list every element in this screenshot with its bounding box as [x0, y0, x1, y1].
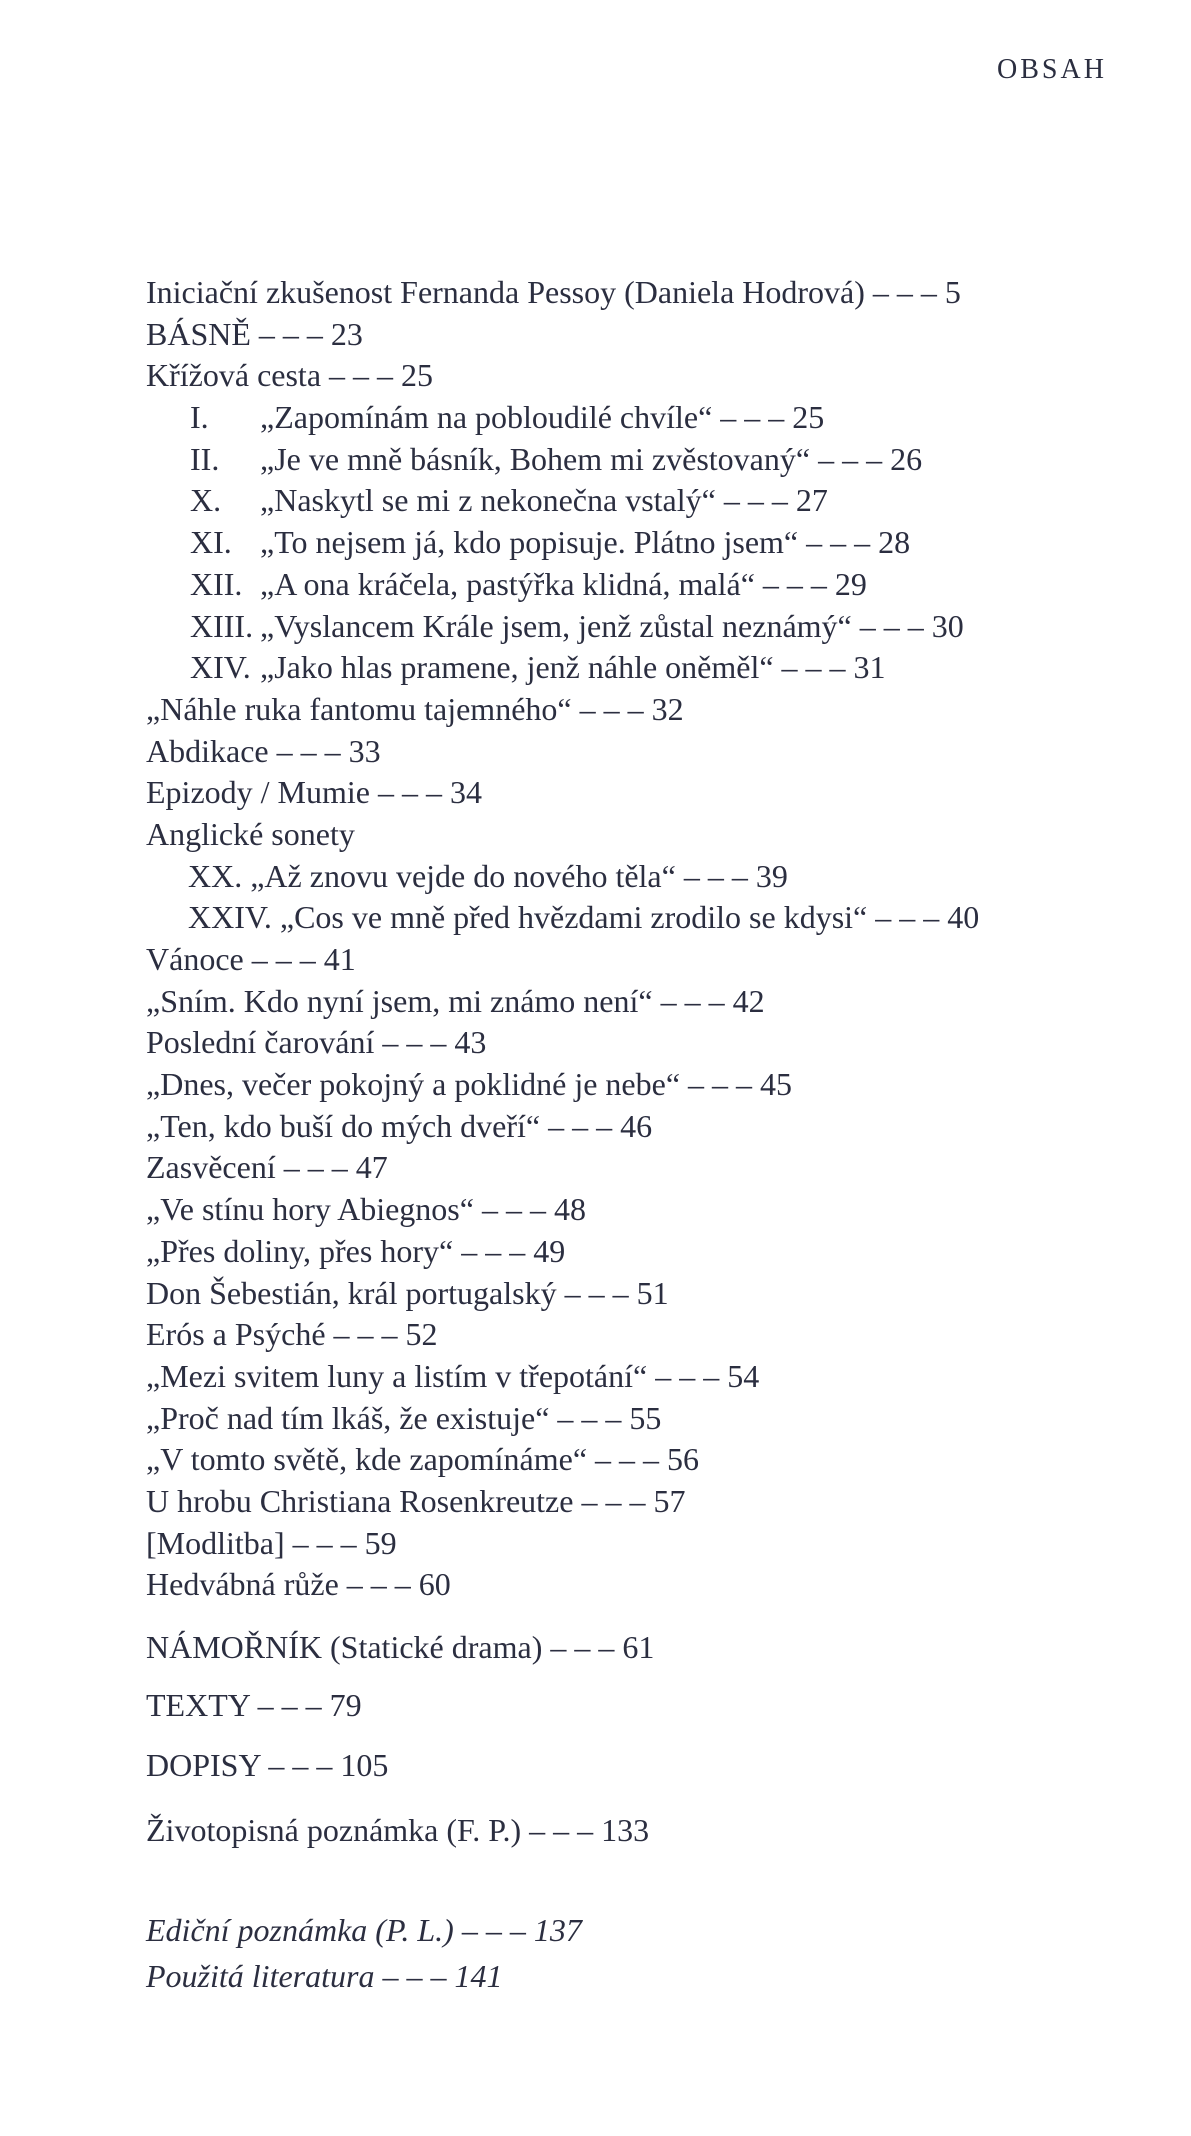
toc-entry[interactable] — [146, 1523, 979, 1565]
toc-entry-title: „Mezi svitem luny a listím v třepotání“ — [146, 1357, 648, 1394]
toc-entry-anglicke-sonety[interactable] — [146, 814, 979, 856]
toc-subentry[interactable] — [146, 480, 979, 522]
toc-entry-page: 79 — [329, 1687, 362, 1723]
toc-entry-page: 32 — [651, 690, 684, 727]
toc-leader: – – – — [762, 565, 827, 602]
toc-entry-intro[interactable] — [146, 272, 979, 314]
toc-leader: – – – — [720, 399, 785, 436]
toc-leader: – – – — [251, 941, 316, 977]
toc-entry-title: BÁSNĚ — [146, 315, 251, 352]
toc-leader: – – – — [276, 732, 341, 769]
toc-entry-page: 5 — [944, 274, 961, 310]
toc-leader: – – – — [579, 690, 644, 727]
toc-entry-title: Křížová cesta — [146, 357, 322, 394]
toc-leader: – – – — [548, 1107, 613, 1144]
toc-entry-title: Erós a Psýché — [146, 1316, 326, 1353]
toc-entry[interactable] — [146, 1481, 979, 1523]
toc-leader: – – – — [875, 899, 940, 936]
toc-subentry[interactable] — [146, 856, 979, 898]
table-of-contents — [146, 272, 979, 1606]
toc-entry-title: „Cos ve mně před hvězdami zrodilo se kdysi“ — [279, 899, 868, 936]
toc-entry-page: 41 — [323, 941, 356, 977]
toc-leader: – – – — [258, 315, 323, 352]
toc-entry-title: „Dnes, večer pokojný a poklidné je nebe“ — [146, 1066, 681, 1103]
toc-leader: – – – — [806, 524, 871, 561]
toc-entry-title: „Sním. Kdo nyní jsem, mi známo není“ — [146, 982, 653, 1019]
toc-entry-page: 30 — [931, 607, 964, 644]
toc-entry-page: 28 — [878, 524, 911, 561]
toc-entry-title: „Ten, kdo buší do mých dveří“ — [146, 1107, 541, 1144]
toc-entry-title: „To nejsem já, kdo popisuje. Plátno jsem“ — [260, 524, 799, 561]
toc-entry-page: 61 — [622, 1629, 655, 1665]
toc-leader: – – – — [564, 1274, 629, 1311]
toc-leader: – – – — [859, 607, 924, 644]
toc-leader: – – – — [382, 1024, 447, 1061]
toc-entry-texty[interactable] — [146, 1685, 362, 1727]
toc-entry-page: 54 — [727, 1357, 760, 1394]
toc-leader: – – – — [382, 1958, 447, 1994]
toc-subentry-number: XIV. — [190, 649, 251, 686]
toc-entry-page: 55 — [629, 1399, 662, 1436]
toc-entry-page: 47 — [355, 1149, 388, 1186]
toc-entry-page: 57 — [653, 1482, 686, 1519]
toc-entry[interactable] — [146, 1022, 979, 1064]
toc-leader: – – – — [655, 1357, 720, 1394]
toc-leader: – – – — [723, 482, 788, 519]
toc-leader: – – – — [481, 1191, 546, 1228]
toc-entry-page: 40 — [947, 899, 980, 936]
toc-subentry[interactable] — [146, 564, 979, 606]
toc-subentry[interactable] — [146, 439, 979, 481]
toc-entry-title: Ediční poznámka (P. L.) — [146, 1912, 454, 1948]
toc-leader: – – – — [872, 274, 937, 310]
toc-entry-dopisy[interactable] — [146, 1745, 388, 1787]
toc-entry[interactable] — [146, 689, 979, 731]
toc-entry-title: „Proč nad tím lkáš, že existuje“ — [146, 1399, 550, 1436]
toc-entry-title: „Přes doliny, přes hory“ — [146, 1232, 454, 1269]
toc-entry-page: 27 — [795, 482, 828, 519]
toc-entry-title: „Je ve mně básník, Bohem mi zvěstovaný“ — [260, 440, 811, 477]
toc-entry-title: Životopisná poznámka (F. P.) — [146, 1812, 522, 1848]
toc-subentry-number: I. — [190, 399, 209, 436]
toc-subentry[interactable] — [146, 397, 979, 439]
toc-entry-title: TEXTY — [146, 1687, 250, 1723]
toc-subentry-number: XI. — [190, 524, 232, 561]
toc-entry-zivotopisna-poznamka[interactable] — [146, 1810, 649, 1852]
toc-entry-page: 39 — [755, 857, 788, 894]
toc-entry-title: NÁMOŘNÍK (Statické drama) — [146, 1629, 543, 1665]
toc-entry-page: 56 — [667, 1441, 700, 1478]
toc-leader: – – – — [292, 1524, 357, 1561]
toc-entry-title: „Jako hlas pramene, jenž náhle oněměl“ — [260, 649, 774, 686]
toc-entry-page: 46 — [620, 1107, 653, 1144]
toc-entry-title: „V tomto světě, kde zapomínáme“ — [146, 1441, 588, 1478]
toc-entry-page: 23 — [330, 315, 363, 352]
toc-leader: – – – — [333, 1316, 398, 1353]
toc-entry-page: 60 — [418, 1566, 451, 1603]
toc-entry-page: 33 — [348, 732, 381, 769]
toc-leader: – – – — [346, 1566, 411, 1603]
toc-entry-title: „Ve stínu hory Abiegnos“ — [146, 1191, 474, 1228]
toc-entry[interactable] — [146, 731, 979, 773]
toc-leader: – – – — [283, 1149, 348, 1186]
toc-subentry-number: XX. — [188, 857, 243, 894]
toc-entry-page: 105 — [340, 1747, 389, 1783]
toc-entry-title: Zasvěcení — [146, 1149, 276, 1186]
toc-leader: – – – — [461, 1232, 526, 1269]
toc-subentry-number: II. — [190, 440, 220, 477]
toc-entry-page: 43 — [454, 1024, 487, 1061]
toc-entry[interactable] — [146, 939, 979, 981]
toc-entry[interactable] — [146, 1189, 979, 1231]
toc-entry-title: U hrobu Christiana Rosenkreutze — [146, 1482, 574, 1519]
toc-entry-title: Anglické sonety — [146, 815, 355, 852]
toc-leader: – – – — [529, 1812, 594, 1848]
toc-leader: – – – — [550, 1629, 615, 1665]
toc-entry[interactable] — [146, 981, 979, 1023]
toc-entry-title: Vánoce — [146, 941, 244, 977]
toc-entry-page: 137 — [533, 1912, 582, 1948]
toc-entry[interactable] — [146, 1106, 979, 1148]
toc-subentry[interactable] — [146, 606, 979, 648]
toc-leader: – – – — [581, 1482, 646, 1519]
toc-subentry-number: XXIV. — [188, 899, 272, 936]
toc-leader: – – – — [683, 857, 748, 894]
toc-entry-title: Abdikace — [146, 732, 269, 769]
toc-entry-page: 42 — [732, 982, 765, 1019]
toc-entry[interactable] — [146, 1356, 979, 1398]
toc-entry-title: „Náhle ruka fantomu tajemného“ — [146, 690, 572, 727]
toc-entry-title: Iniciační zkušenost Fernanda Pessoy (Daniela Hodrová) — [146, 274, 865, 310]
toc-entry-page: 25 — [792, 399, 825, 436]
toc-entry-page: 29 — [834, 565, 867, 602]
toc-entry-namornik[interactable] — [146, 1627, 654, 1669]
toc-entry[interactable] — [146, 1439, 979, 1481]
toc-entry-page: 141 — [454, 1958, 503, 1994]
toc-entry-title: DOPISY — [146, 1747, 261, 1783]
toc-entry[interactable] — [146, 772, 979, 814]
toc-entry-title: „Zapomínám na pobloudilé chvíle“ — [260, 399, 713, 436]
toc-entry-title: „Až znovu vejde do nového těla“ — [250, 857, 676, 894]
toc-leader: – – – — [595, 1441, 660, 1478]
toc-leader: – – – — [660, 982, 725, 1019]
toc-entry-pouzita-literatura[interactable] — [146, 1956, 502, 1998]
toc-entry-page: 31 — [853, 649, 886, 686]
toc-entry[interactable] — [146, 1314, 979, 1356]
toc-entry-edicni-poznamka[interactable] — [146, 1910, 582, 1952]
toc-subentry[interactable] — [146, 522, 979, 564]
toc-entry-title: Hedvábná růže — [146, 1566, 339, 1603]
toc-entry-page: 25 — [401, 357, 434, 394]
page-title: OBSAH — [997, 54, 1107, 85]
toc-leader: – – – — [329, 357, 394, 394]
toc-leader: – – – — [688, 1066, 753, 1103]
toc-entry[interactable] — [146, 1231, 979, 1273]
toc-entry-basne[interactable] — [146, 314, 979, 356]
toc-entry-title: Poslední čarování — [146, 1024, 375, 1061]
toc-subentry[interactable] — [146, 647, 979, 689]
toc-entry-page: 26 — [890, 440, 923, 477]
toc-entry[interactable] — [146, 1564, 979, 1606]
toc-entry-page: 45 — [760, 1066, 793, 1103]
toc-entry-page: 51 — [636, 1274, 669, 1311]
toc-entry-page: 48 — [553, 1191, 586, 1228]
toc-leader: – – – — [377, 774, 442, 811]
toc-entry-title: Epizody / Mumie — [146, 774, 370, 811]
toc-subentry-number: XII. — [190, 565, 243, 602]
toc-entry-title: [Modlitba] — [146, 1524, 285, 1561]
toc-subentry-number: XIII. — [190, 607, 254, 644]
toc-entry[interactable] — [146, 1398, 979, 1440]
toc-leader: – – – — [818, 440, 883, 477]
toc-entry-title: „A ona kráčela, pastýřka klidná, malá“ — [260, 565, 755, 602]
toc-entry[interactable] — [146, 1064, 979, 1106]
toc-leader: – – – — [781, 649, 846, 686]
toc-entry[interactable] — [146, 1147, 979, 1189]
toc-entry-page: 49 — [533, 1232, 566, 1269]
toc-leader: – – – — [268, 1747, 333, 1783]
toc-subentry[interactable] — [146, 897, 979, 939]
toc-entry-krizova-cesta[interactable] — [146, 355, 979, 397]
toc-entry[interactable] — [146, 1273, 979, 1315]
toc-leader: – – – — [557, 1399, 622, 1436]
toc-entry-page: 34 — [449, 774, 482, 811]
toc-leader: – – – — [461, 1912, 526, 1948]
toc-entry-page: 59 — [364, 1524, 397, 1561]
toc-leader: – – – — [257, 1687, 322, 1723]
toc-entry-page: 133 — [601, 1812, 650, 1848]
toc-entry-title: Použitá literatura — [146, 1958, 375, 1994]
toc-subentry-number: X. — [190, 482, 222, 519]
toc-entry-title: „Naskytl se mi z nekonečna vstalý“ — [260, 482, 716, 519]
toc-entry-page: 52 — [405, 1316, 438, 1353]
toc-entry-title: Don Šebestián, král portugalský — [146, 1274, 557, 1311]
toc-entry-title: „Vyslancem Krále jsem, jenž zůstal neznámý“ — [260, 607, 852, 644]
